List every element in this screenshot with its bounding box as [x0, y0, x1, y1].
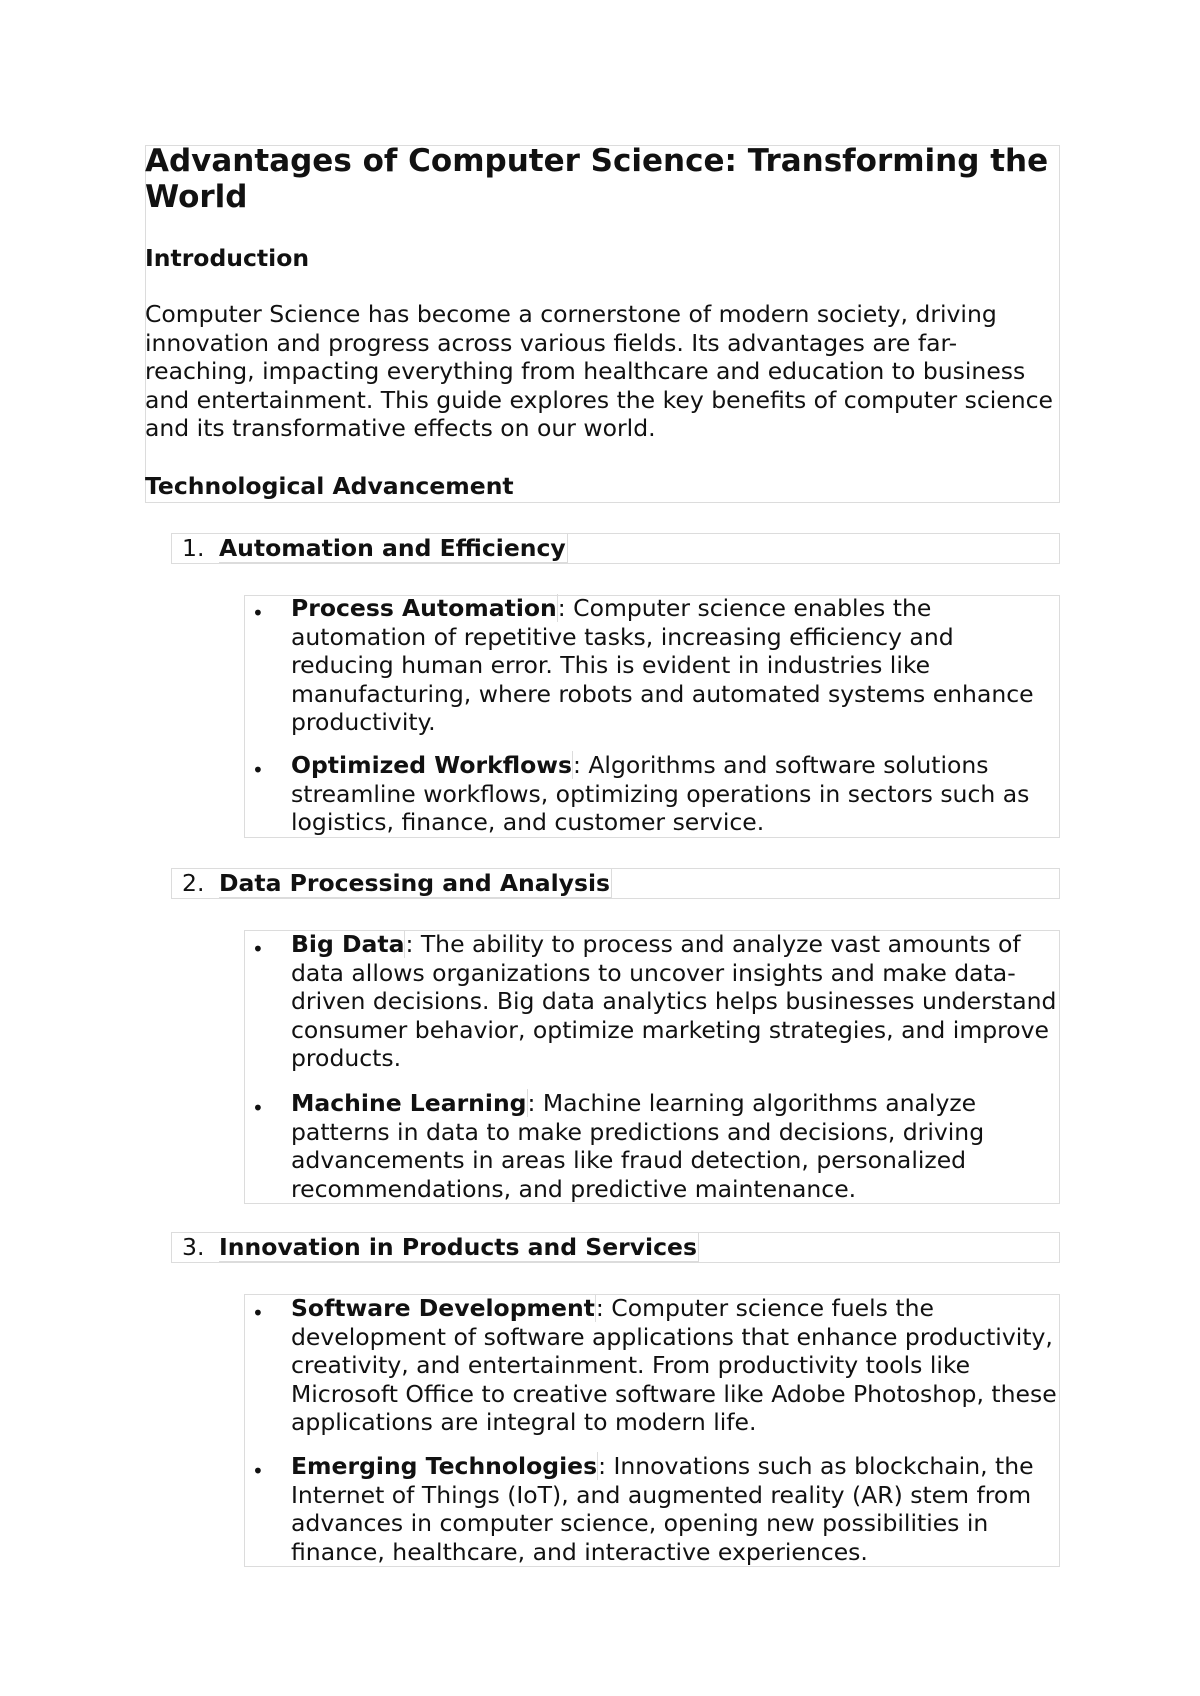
- list-item-text: : Computer science enables the automation of repetitive tasks, increasing efficiency and reducing human error. This is evident in industries like manufacturing, where robots and automated systems enhance productivity.: [291, 594, 1034, 736]
- bullet-dot-icon: •: [252, 937, 264, 961]
- numbered-item-heading: [182, 868, 612, 898]
- item-title: Data Processing and Analysis: [219, 869, 610, 897]
- numbered-item-heading: [182, 533, 568, 563]
- item-number: 2.: [182, 869, 205, 897]
- list-item-text: : Algorithms and software solutions streamline workflows, optimizing operations in sectors such as logistics, finance, and customer service.: [291, 751, 1030, 836]
- introduction-heading: Introduction: [145, 244, 310, 272]
- list-item-text: : Machine learning algorithms analyze patterns in data to make predictions and decisions, driving advancements in areas like fraud detection, personalized recommendations, and predictive maintenance.: [291, 1089, 985, 1203]
- list-item-text: : Innovations such as blockchain, the Internet of Things (IoT), and augmented reality (AR) stem from advances in computer science, opening new possibilities in finance, healthcare, and interactive experiences.: [291, 1452, 1034, 1566]
- bullet-dot-icon: •: [252, 1301, 264, 1325]
- bullet-dot-icon: •: [252, 601, 264, 625]
- item-number: 1.: [182, 534, 205, 562]
- item-number: 3.: [182, 1233, 205, 1261]
- list-item-term: Optimized Workflows: [291, 751, 572, 779]
- list-item-term: Software Development: [291, 1294, 595, 1322]
- numbered-item-heading: [182, 1232, 699, 1262]
- section-heading: Technological Advancement: [145, 472, 514, 500]
- bullet-dot-icon: •: [252, 758, 264, 782]
- list-item-term: Emerging Technologies: [291, 1452, 598, 1480]
- list-item-text: : Computer science fuels the development of software applications that enhance productivity, creativity, and entertainment. From productivity tools like Microsoft Office to creative software like Adobe Photoshop, these applications are integral to modern life.: [291, 1294, 1057, 1436]
- item-title: Innovation in Products and Services: [219, 1233, 697, 1261]
- list-item: [291, 930, 1060, 1073]
- list-item: [291, 1452, 1060, 1566]
- list-item-term: Big Data: [291, 930, 405, 958]
- list-item: [291, 751, 1060, 837]
- document-title: Advantages of Computer Science: Transforming the World: [145, 143, 1049, 215]
- list-item-text: : The ability to process and analyze vast amounts of data allows organizations to uncover insights and make data-driven decisions. Big data analytics helps businesses understand consumer behavior, optimize marketing strategies, and improve products.: [291, 930, 1057, 1072]
- bullet-dot-icon: •: [252, 1096, 264, 1120]
- bullet-dot-icon: •: [252, 1459, 264, 1483]
- list-item: [291, 594, 1060, 737]
- introduction-paragraph: Computer Science has become a cornerstone of modern society, driving innovation and progress across various fields. Its advantages are far-reaching, impacting everything from healthcare and education to business and entertainment. This guide explores the key benefits of computer science and its transformative effects on our world.: [145, 300, 1054, 442]
- list-item: [291, 1089, 1060, 1203]
- list-item-term: Process Automation: [291, 594, 557, 622]
- list-item: [291, 1294, 1060, 1437]
- item-title: Automation and Efficiency: [219, 534, 566, 562]
- list-item-term: Machine Learning: [291, 1089, 527, 1117]
